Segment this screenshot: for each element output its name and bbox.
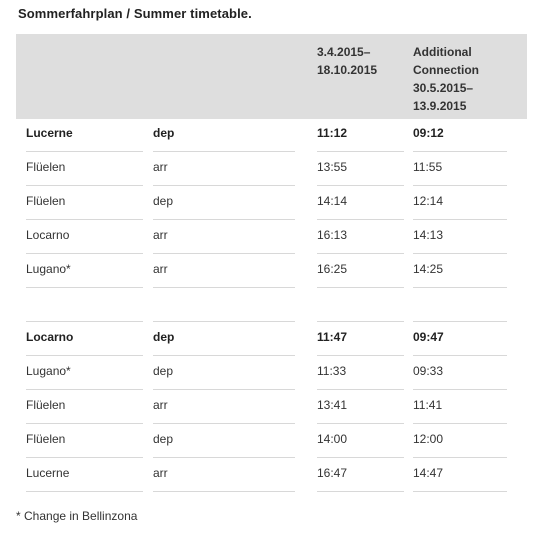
table-row	[0, 186, 541, 220]
time-cell: 16:47	[317, 458, 404, 492]
time-cell-additional: 14:13	[413, 220, 507, 254]
table-row	[0, 152, 541, 186]
station-cell: Flüelen	[26, 390, 143, 424]
station-cell: Flüelen	[26, 424, 143, 458]
header-regular-period: 3.4.2015– 18.10.2015	[317, 45, 378, 77]
time-cell: 14:00	[317, 424, 404, 458]
time-cell-additional: 12:14	[413, 186, 507, 220]
type-cell: arr	[153, 220, 295, 254]
station-cell: Lucerne	[26, 118, 143, 152]
time-cell: 14:14	[317, 186, 404, 220]
table-row	[0, 118, 541, 152]
empty-cell	[413, 288, 507, 322]
station-cell: Locarno	[26, 220, 143, 254]
table-row	[0, 322, 541, 356]
time-cell: 11:47	[317, 322, 404, 356]
empty-cell	[26, 288, 143, 322]
time-cell: 11:33	[317, 356, 404, 390]
type-cell: arr	[153, 390, 295, 424]
type-cell: arr	[153, 152, 295, 186]
type-cell: dep	[153, 118, 295, 152]
station-cell: Lucerne	[26, 458, 143, 492]
time-cell-additional: 09:33	[413, 356, 507, 390]
station-cell: Flüelen	[26, 152, 143, 186]
type-cell: dep	[153, 322, 295, 356]
time-cell-additional: 14:25	[413, 254, 507, 288]
time-cell-additional: 09:12	[413, 118, 507, 152]
type-cell: arr	[153, 458, 295, 492]
empty-cell	[317, 288, 404, 322]
table-row	[0, 220, 541, 254]
time-cell-additional: 12:00	[413, 424, 507, 458]
footnote: * Change in Bellinzona	[16, 509, 138, 523]
time-cell: 11:12	[317, 118, 404, 152]
table-row	[0, 356, 541, 390]
station-cell: Lugano*	[26, 254, 143, 288]
time-cell-additional: 14:47	[413, 458, 507, 492]
station-cell: Flüelen	[26, 186, 143, 220]
table-row	[0, 458, 541, 492]
station-cell: Lugano*	[26, 356, 143, 390]
table-row	[0, 254, 541, 288]
time-cell-additional: 09:47	[413, 322, 507, 356]
table-row	[0, 424, 541, 458]
type-cell: dep	[153, 186, 295, 220]
page-title: Sommerfahrplan / Summer timetable.	[18, 6, 252, 21]
time-cell-additional: 11:41	[413, 390, 507, 424]
type-cell: dep	[153, 424, 295, 458]
time-cell: 13:55	[317, 152, 404, 186]
time-cell: 16:13	[317, 220, 404, 254]
table-header	[16, 34, 527, 119]
table-row	[0, 390, 541, 424]
empty-cell	[153, 288, 295, 322]
time-cell: 16:25	[317, 254, 404, 288]
type-cell: dep	[153, 356, 295, 390]
table-row-spacer	[0, 288, 541, 322]
header-additional-connection: Additional Connection 30.5.2015– 13.9.2015	[413, 45, 479, 113]
time-cell: 13:41	[317, 390, 404, 424]
time-cell-additional: 11:55	[413, 152, 507, 186]
station-cell: Locarno	[26, 322, 143, 356]
type-cell: arr	[153, 254, 295, 288]
